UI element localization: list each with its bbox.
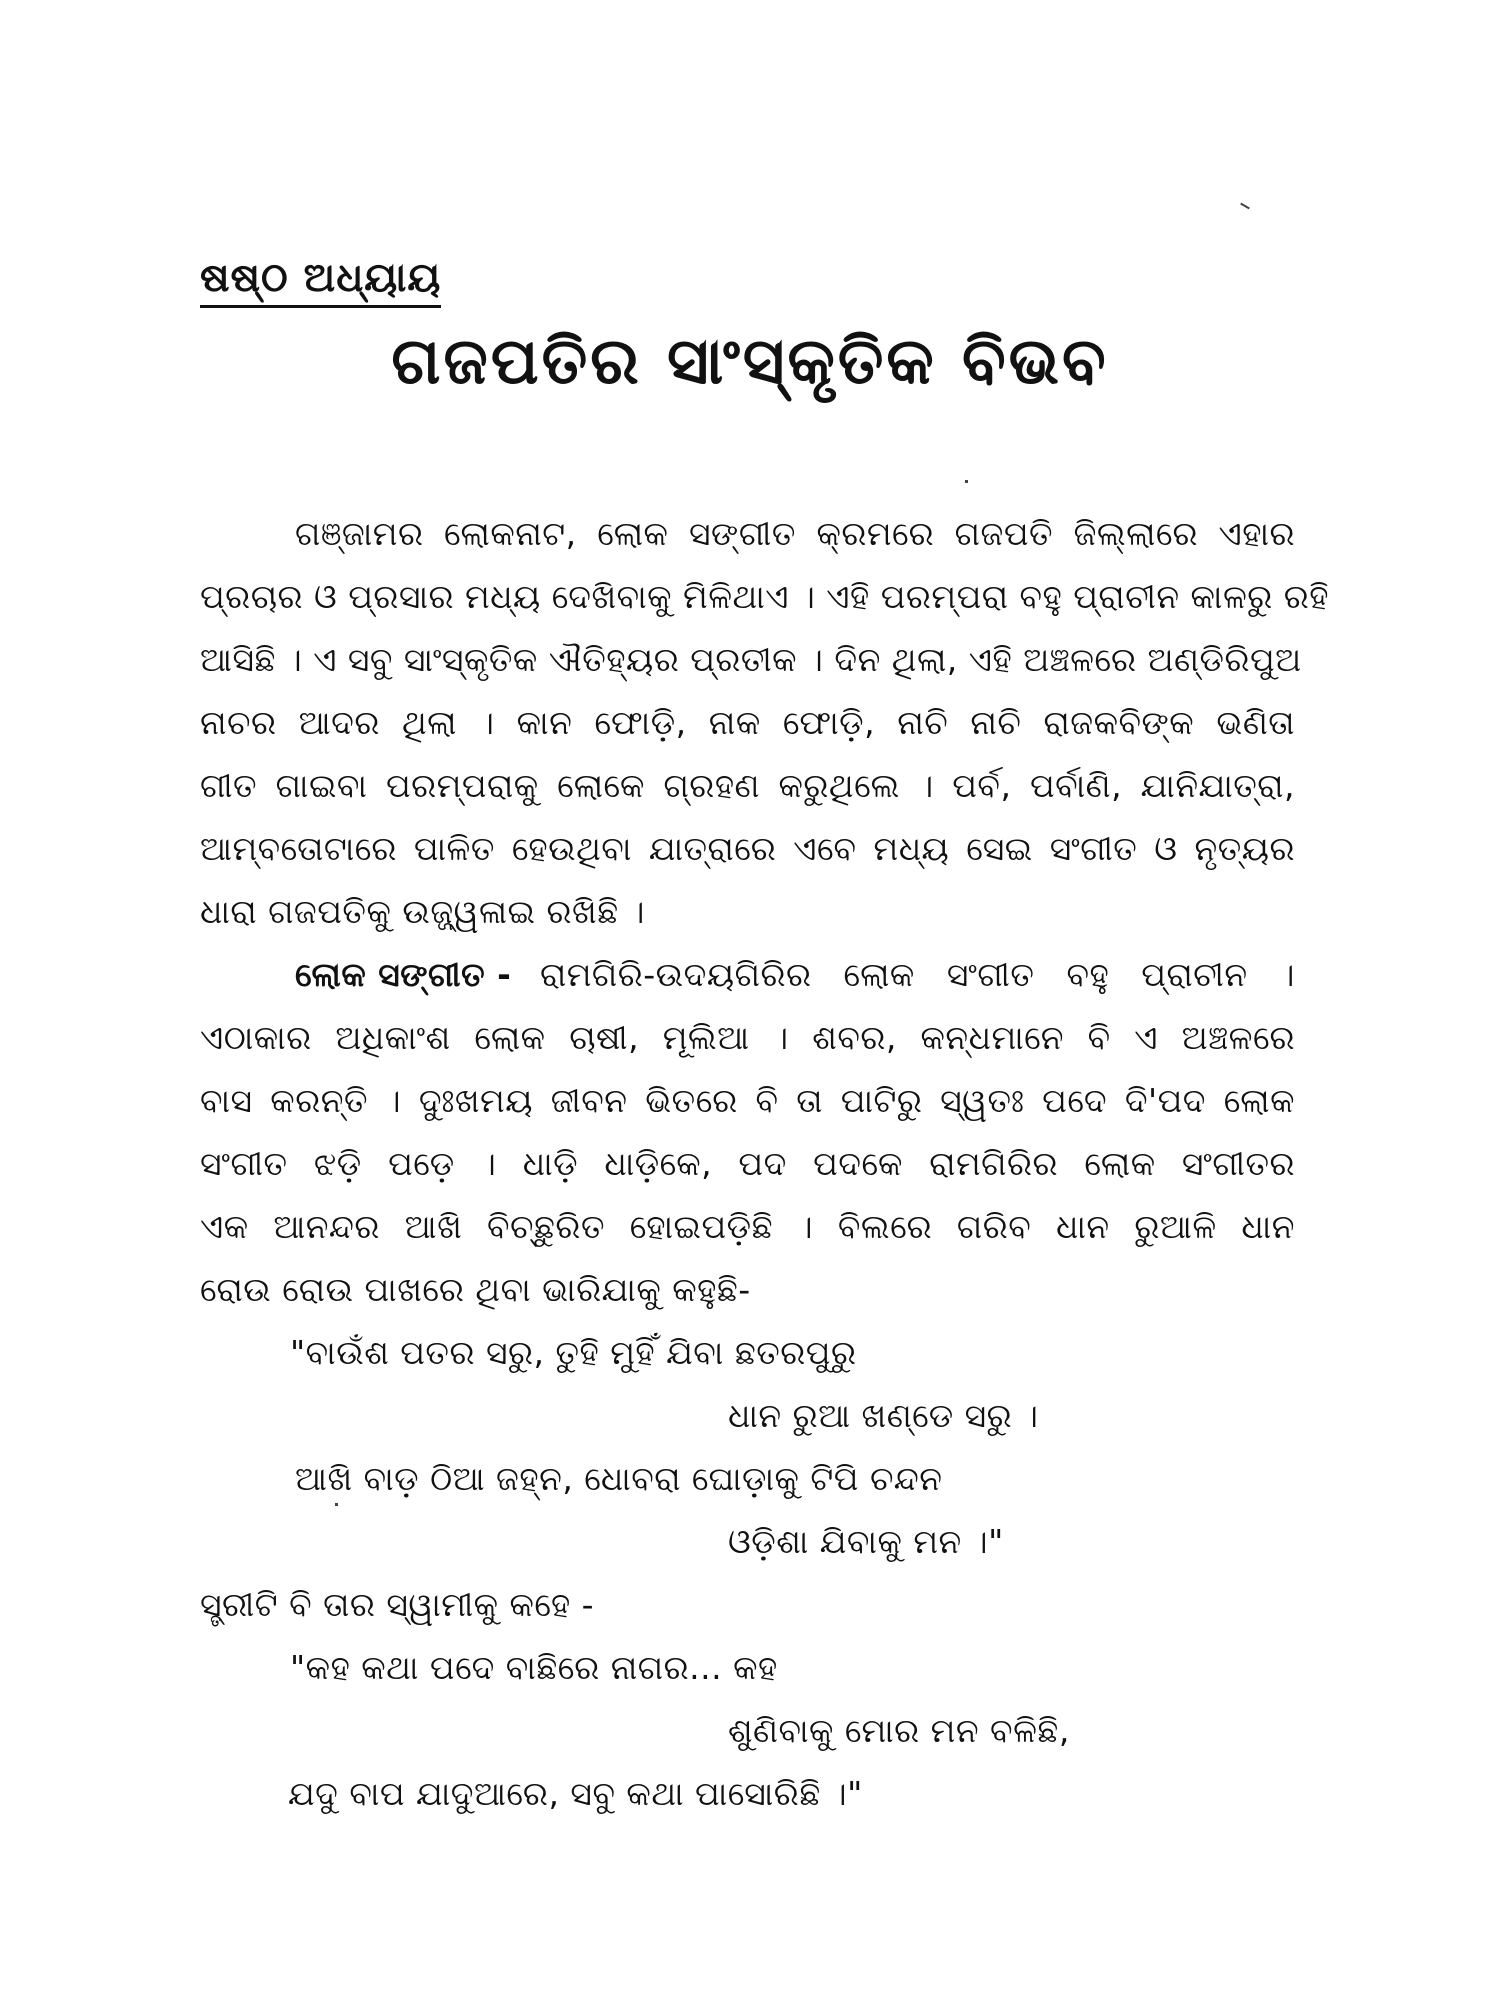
paragraph-line: ଆସିଛି । ଏ ସବୁ ସାଂସ୍କୃତିକ ଐତିହ୍ୟର ପ୍ରତୀକ । ଦିନ ଥିଲା, ଏହି ଅଞ୍ଚଳରେ ଅଣ୍ଡିରିପୁଅ — [200, 640, 1302, 679]
scan-speck — [335, 1503, 338, 1506]
paragraph-line: ଆମ୍ବତୋଟାରେ ପାଳିତ ହେଉଥିବା ଯାତ୍ରାରେ ଏବେ ମଧ୍ୟ ସେଇ ସଂଗୀତ ଓ ନୃତ୍ୟର — [200, 829, 1295, 868]
song-line: "ବାଉଁଶ ପତର ସରୁ, ତୁହି ମୁହିଁ ଯିବା ଛତରପୁରୁ — [290, 1333, 857, 1372]
paragraph-line: ପ୍ରଚାର ଓ ପ୍ରସାର ମଧ୍ୟ ଦେଖିବାକୁ ମିଳିଥାଏ । ଏହି ପରମ୍ପରା ବହୁ ପ୍ରାଚୀନ କାଳରୁ ରହି — [200, 577, 1330, 616]
scan-speck — [1240, 203, 1250, 210]
song-line: ଶୁଣିବାକୁ ମୋର ମନ ବଳିଛି, — [728, 1711, 1070, 1750]
paragraph-line: ଏକ ଆନନ୍ଦର ଆଖି ବିଚ୍ଛୁରିତ ହୋଇପଡ଼ିଛି । ବିଲରେ ଗରିବ ଧାନ ରୁଆଳି ଧାନ — [200, 1207, 1295, 1246]
scan-speck — [965, 480, 968, 483]
song-line: ଓଡ଼ିଶା ଯିବାକୁ ମନ ।" — [728, 1522, 1004, 1561]
paragraph-line: ଗଞ୍ଜାମର ଲୋକନାଟ, ଲୋକ ସଙ୍ଗୀତ କ୍ରମରେ ଗଜପତି ଜିଲ୍ଲାରେ ଏହାର — [295, 514, 1295, 553]
paragraph-line: ନାଚର ଆଦର ଥିଲା । କାନ ଫୋଡ଼ି, ନାକ ଫୋଡ଼ି, ନାଚି ନାଚି ରାଜକବିଙ୍କ ଭଣିତା — [200, 703, 1295, 742]
song-line: ଆଖି ବାଡ଼ ଠିଆ ଜହ୍ନ, ଧୋବରା ଘୋଡ଼ାକୁ ଟିପି ଚନ୍ଦନ — [295, 1459, 943, 1498]
song-line: ଧାନ ରୁଆ ଖଣ୍ଡେ ସରୁ । — [728, 1396, 1039, 1435]
paragraph-line: ବାସ କରନ୍ତି । ଦୁଃଖମୟ ଜୀବନ ଭିତରେ ବି ତା ପାଟିରୁ ସ୍ୱତଃ ପଦେ ଦି'ପଦ ଲୋକ — [200, 1081, 1295, 1120]
paragraph-line: ଏଠାକାର ଅଧିକାଂଶ ଲୋକ ଚାଷୀ, ମୂଲିଆ । ଶବର, କନ୍ଧମାନେ ବି ଏ ଅଞ୍ଚଳରେ — [200, 1018, 1295, 1057]
song-line: "କହ କଥା ପଦେ ବାଛିରେ ନାଗର... କହ — [290, 1648, 778, 1687]
paragraph-line: ରାମଗିରି-ଉଦୟଗିରିର ଲୋକ ସଂଗୀତ ବହୁ ପ୍ରାଚୀନ । — [540, 955, 1295, 994]
paragraph-line: ରୋଉ ରୋଉ ପାଖରେ ଥିବା ଭାରିଯାକୁ କହୁଛି- — [200, 1270, 751, 1309]
song-line: ଯଦୁ ବାପ ଯାଦୁଆରେ, ସବୁ କଥା ପାସୋରିଛି ।" — [288, 1774, 863, 1813]
section-heading: ଲୋକ ସଙ୍ଗୀତ - — [295, 955, 512, 994]
page-title: ଗଜପତିର ସାଂସ୍କୃତିକ ବିଭବ — [391, 325, 1109, 399]
paragraph-line: ଗୀତ ଗାଇବା ପରମ୍ପରାକୁ ଲୋକେ ଗ୍ରହଣ କରୁଥିଲେ । ପର୍ବ, ପର୍ବାଣି, ଯାନିଯାତ୍ରା, — [200, 766, 1295, 805]
paragraph-line: ସ୍ତ୍ରୀଟି ବି ତାର ସ୍ୱାମୀକୁ କହେ - — [200, 1585, 595, 1624]
chapter-label: ଷଷ୍ଠ ଅଧ୍ୟାୟ — [200, 255, 441, 308]
paragraph-line: ସଂଗୀତ ଝଡ଼ି ପଡ଼େ । ଧାଡ଼ି ଧାଡ଼ିକେ, ପଦ ପଦକେ ରାମଗିରିର ଲୋକ ସଂଗୀତର — [200, 1144, 1295, 1183]
paragraph-line: ଧାରା ଗଜପତିକୁ ଉଜ୍ଜ୍ୱଳାଇ ରଖିଛି । — [200, 892, 645, 931]
